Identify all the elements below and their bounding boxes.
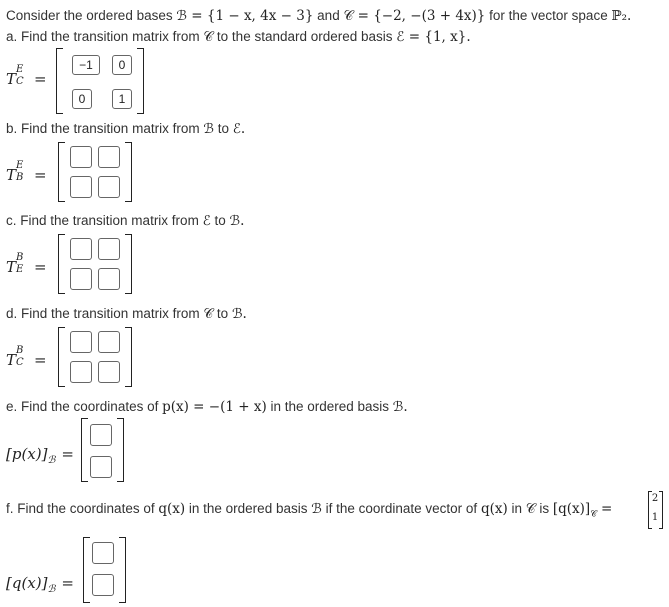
problem-intro: Consider the ordered bases ℬ = {1 − x, 4x − 3} and 𝒞 = {−2, −(3 + 4x)} for the vector space ℙ₂. bbox=[6, 8, 632, 24]
part-a-label: T E C = bbox=[6, 64, 47, 88]
basis-C-definition: 𝒞 = {−2, −(3 + 4x)} bbox=[343, 8, 486, 24]
matrix-a-cell-21[interactable]: 0 bbox=[72, 89, 92, 109]
part-b-prompt: b. Find the transition matrix from ℬ to ℰ. bbox=[6, 121, 246, 137]
part-a-prompt: a. Find the transition matrix from 𝒞 to the standard ordered basis ℰ = {1, x}. bbox=[6, 29, 471, 45]
matrix-d-cell-22[interactable] bbox=[98, 361, 120, 383]
vector-f-cell-2[interactable] bbox=[92, 574, 114, 596]
matrix-a-cell-22[interactable]: 1 bbox=[112, 89, 132, 109]
part-f-prompt: f. Find the coordinates of q(x) in the ordered basis ℬ if the coordinate vector of q(x) in 𝒞 is $[q(x)]_𝒞$ = bbox=[6, 501, 613, 520]
matrix-d-cell-21[interactable] bbox=[70, 361, 92, 383]
part-c-prompt: c. Find the transition matrix from ℰ to ℬ. bbox=[6, 213, 245, 229]
matrix-c-cell-21[interactable] bbox=[70, 268, 92, 290]
matrix-a-cell-12[interactable]: 0 bbox=[112, 55, 132, 75]
matrix-c-cell-11[interactable] bbox=[70, 238, 92, 260]
part-b-label: T E B = bbox=[6, 160, 47, 184]
matrix-b-cell-22[interactable] bbox=[98, 176, 120, 198]
matrix-b-cell-12[interactable] bbox=[98, 146, 120, 168]
part-e-label: $[p(x)]_ℬ$ = bbox=[6, 445, 74, 466]
part-f-label: $[q(x)]_ℬ$ = bbox=[6, 574, 74, 595]
part-c-label: T B E = bbox=[6, 252, 47, 276]
basis-B-definition: ℬ = {1 − x, 4x − 3} bbox=[176, 8, 314, 24]
vector-e-cell-2[interactable] bbox=[90, 456, 112, 478]
matrix-a-cell-11[interactable]: −1 bbox=[72, 55, 100, 75]
matrix-c-cell-12[interactable] bbox=[98, 238, 120, 260]
matrix-c-cell-22[interactable] bbox=[98, 268, 120, 290]
matrix-b-cell-11[interactable] bbox=[70, 146, 92, 168]
vector-space: ℙ₂. bbox=[611, 8, 632, 24]
matrix-b-cell-21[interactable] bbox=[70, 176, 92, 198]
part-d-label: T B C = bbox=[6, 345, 47, 369]
part-d-prompt: d. Find the transition matrix from 𝒞 to ℬ. bbox=[6, 306, 247, 322]
vector-f-cell-1[interactable] bbox=[92, 542, 114, 564]
matrix-d-cell-11[interactable] bbox=[70, 331, 92, 353]
part-e-prompt: e. Find the coordinates of p(x) = −(1 + x) in the ordered basis ℬ. bbox=[6, 399, 408, 415]
matrix-d-cell-12[interactable] bbox=[98, 331, 120, 353]
vector-e-cell-1[interactable] bbox=[90, 424, 112, 446]
